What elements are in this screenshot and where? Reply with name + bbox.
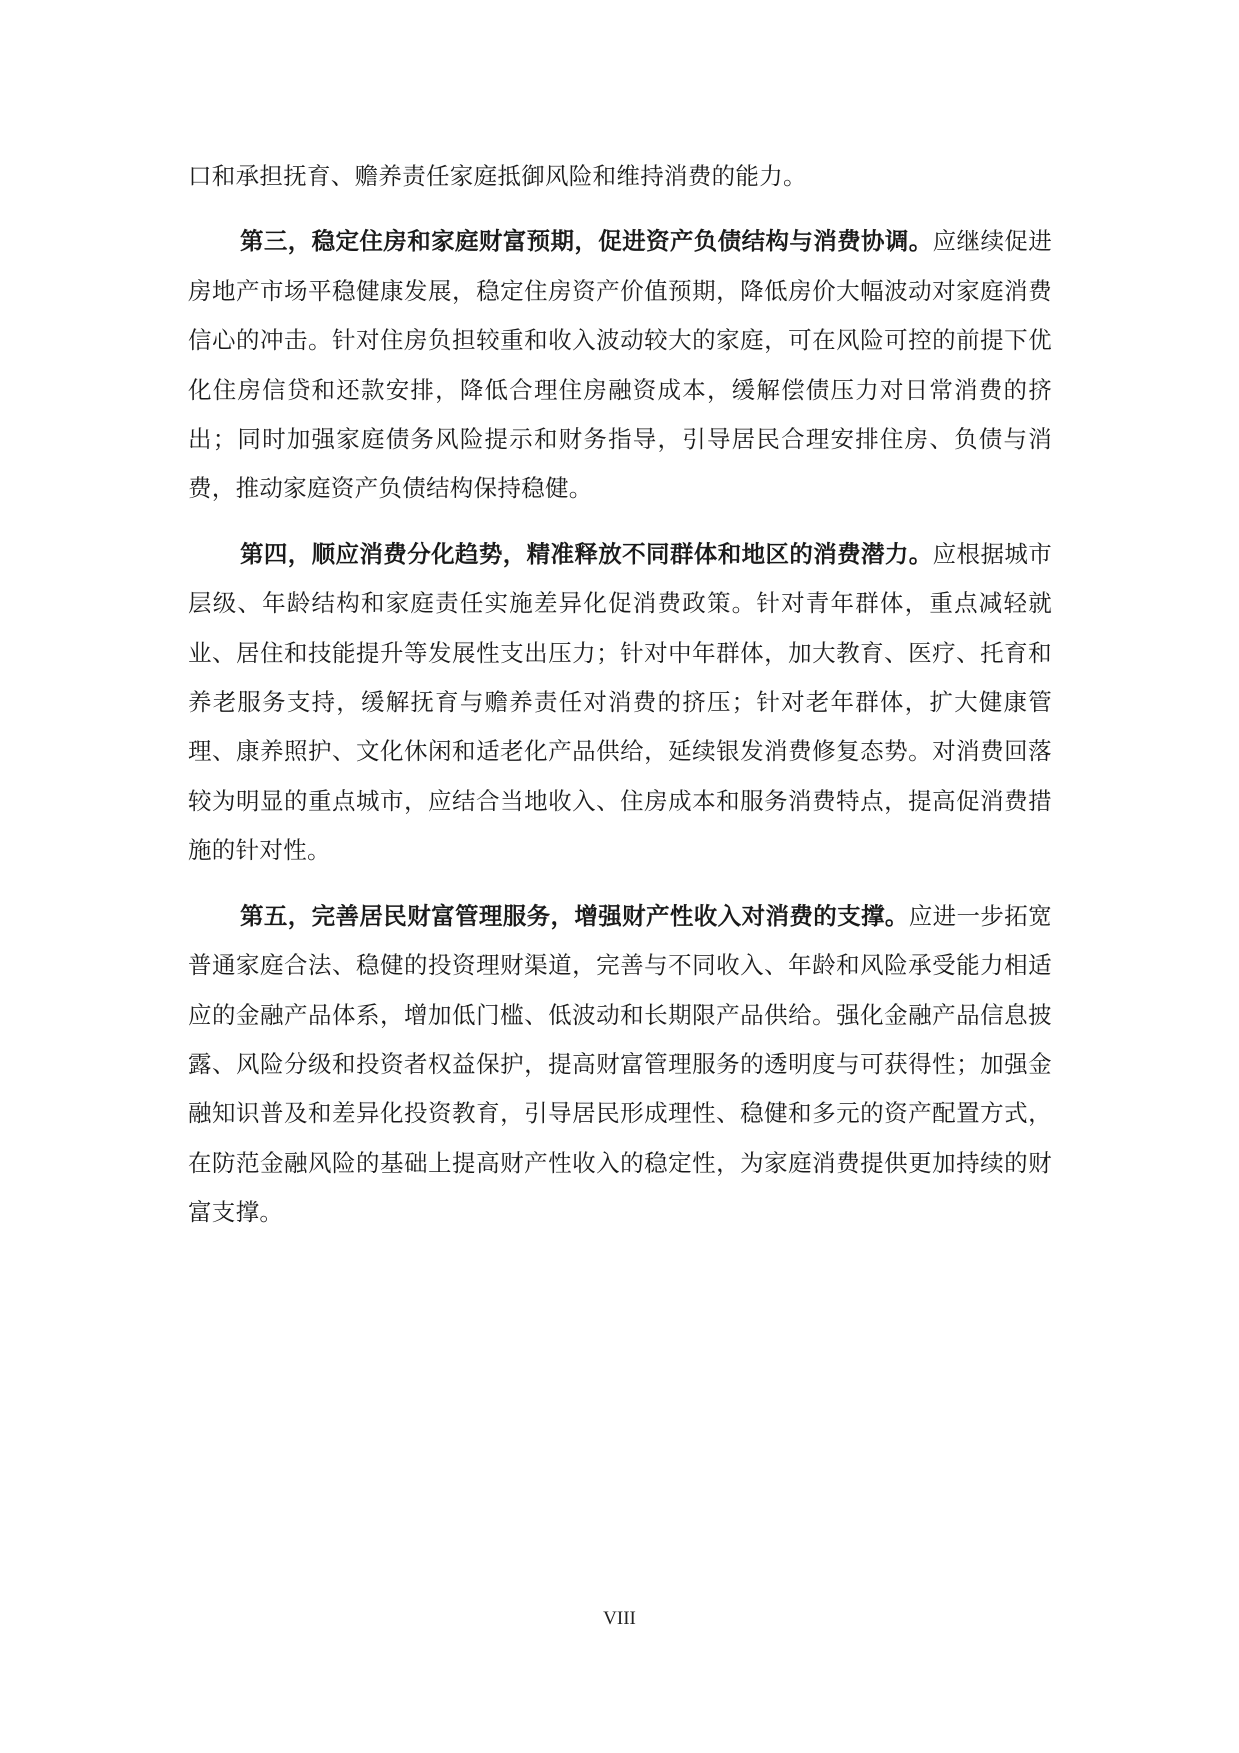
continuation-text: 口和承担抚育、赡养责任家庭抵御风险和维持消费的能力。 — [188, 162, 807, 190]
paragraph-fifth-measure — [188, 892, 1052, 1238]
body-text — [188, 152, 1052, 1254]
paragraph-lead: 第三，稳定住房和家庭财富预期，促进资产负债结构与消费协调。 — [240, 227, 933, 256]
paragraph-lead: 第五，完善居民财富管理服务，增强财产性收入对消费的支撑。 — [240, 901, 909, 930]
paragraph-body: 应根据城市层级、年龄结构和家庭责任实施差异化促消费政策。针对青年群体，重点减轻就业、居住和技能提升等发展性支出压力；针对中年群体，加大教育、医疗、托育和养老服务支持，缓解抚育与赡养责任对消费的挤压；针对老年群体，扩大健康管理、康养照护、文化休闲和适老化产品供给，延续银发消费修复态势。对消费回落较为明显的重点城市，应结合当地收入、住房成本和服务消费特点，提高促消费措施的针对性。 — [188, 539, 1053, 865]
paragraph-fourth-measure — [188, 530, 1052, 876]
paragraph-body: 应继续促进房地产市场平稳健康发展，稳定住房资产价值预期，降低房价大幅波动对家庭消费信心的冲击。针对住房负担较重和收入波动较大的家庭，可在风险可控的前提下优化住房信贷和还款安排，降低合理住房融资成本，缓解偿债压力对日常消费的挤出；同时加强家庭债务风险提示和财务指导，引导居民合理安排住房、负债与消费，推动家庭资产负债结构保持稳健。 — [188, 227, 1053, 503]
paragraph-body: 应进一步拓宽普通家庭合法、稳健的投资理财渠道，完善与不同收入、年龄和风险承受能力相适应的金融产品体系，增加低门槛、低波动和长期限产品供给。强化金融产品信息披露、风险分级和投资者权益保护，提高财富管理服务的透明度与可获得性；加强金融知识普及和差异化投资教育，引导居民形成理性、稳健和多元的资产配置方式，在防范金融风险的基础上提高财产性收入的稳定性，为家庭消费提供更加持续的财富支撑。 — [188, 901, 1052, 1227]
page-number: VIII — [603, 1608, 636, 1629]
paragraph-third-measure — [188, 217, 1052, 513]
continuation-paragraph — [188, 152, 1052, 201]
paragraph-lead: 第四，顺应消费分化趋势，精准释放不同群体和地区的消费潜力。 — [240, 539, 933, 568]
